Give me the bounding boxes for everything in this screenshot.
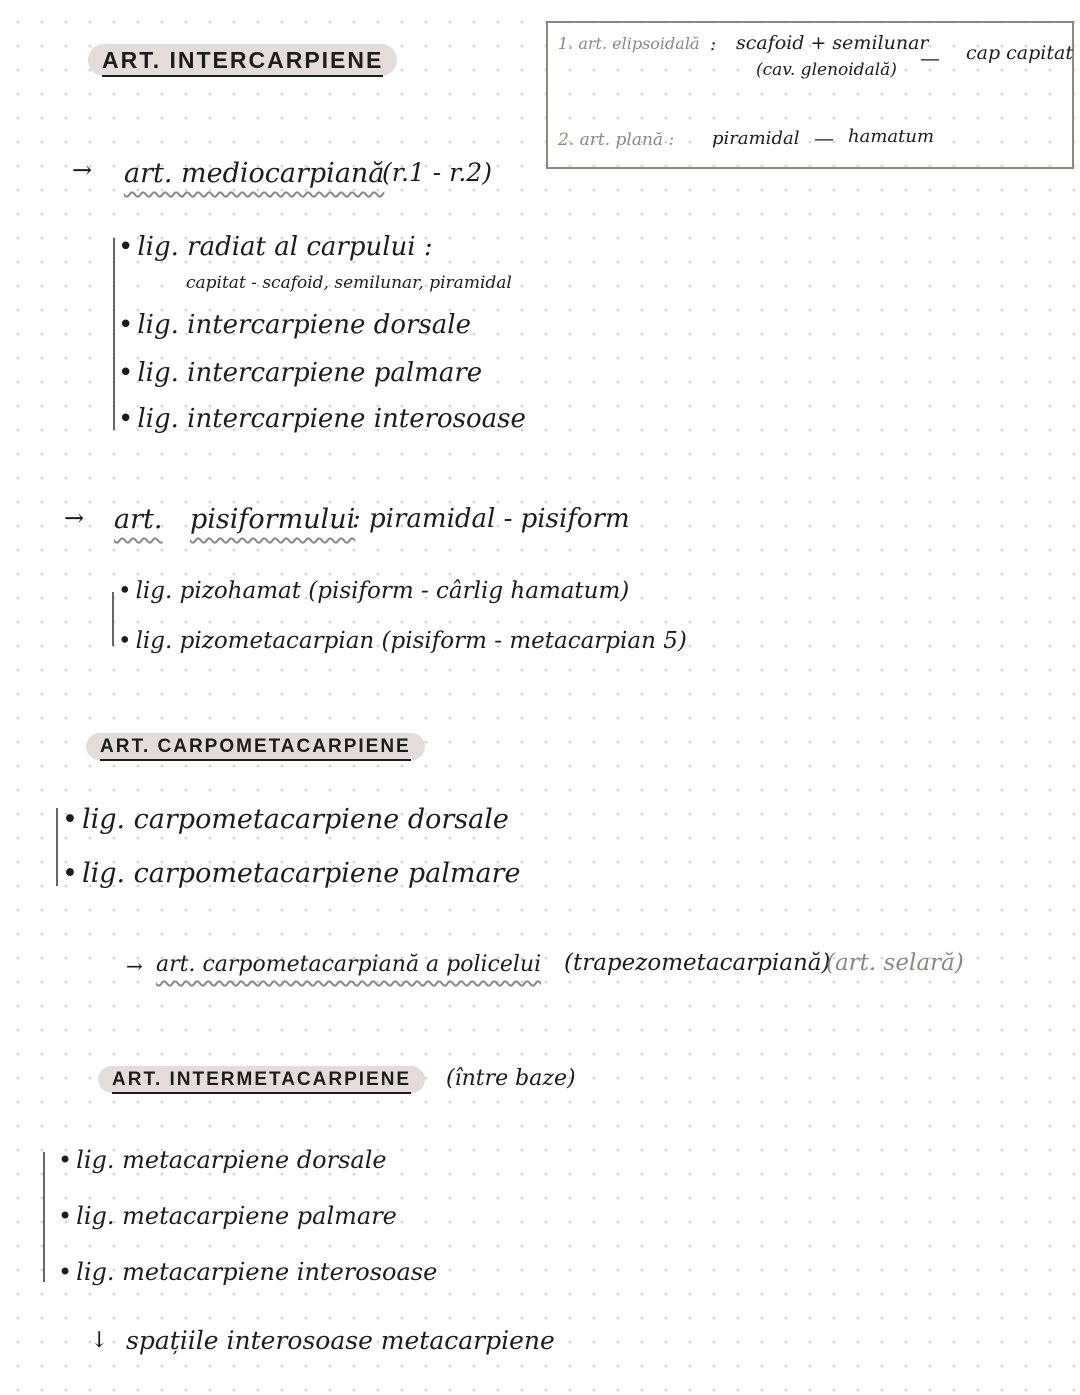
box-line2-bone1: piramidal <box>712 128 800 149</box>
note-trapezometacarpiana: (trapezometacarpiană) <box>564 950 831 976</box>
arrow-mediocarpiana: → <box>72 156 93 184</box>
bracket-carpometacarpiene <box>56 808 58 886</box>
lig-radiat: • lig. radiat al carpului : <box>118 232 433 262</box>
lig-pizometacarpian: • lig. pizometacarpian (pisiform - metacarpian 5) <box>118 628 687 654</box>
box-line1-label: 1. art. elipsoidală <box>558 34 700 53</box>
lig-pizohamat: • lig. pizohamat (pisiform - cârlig hamatum) <box>118 578 629 604</box>
lig-intercarpiene-interosoase: • lig. intercarpiene interosoase <box>118 404 526 434</box>
arrow-policelui: → <box>126 954 143 978</box>
lig-carpometacarpiene-dorsale: • lig. carpometacarpiene dorsale <box>62 804 509 835</box>
box-line2-bone2: hamatum <box>848 126 935 147</box>
note-selara: (art. selară) <box>826 950 964 976</box>
note-intre-baze: (între baze) <box>446 1066 576 1091</box>
box-line1-bones: scafoid + semilunar <box>736 32 929 54</box>
heading-intercarpiene-text: ART. INTERCARPIENE <box>102 47 383 77</box>
bracket-mediocarpiana <box>113 238 115 430</box>
lig-radiat-detail: capitat - scafoid, semilunar, piramidal <box>186 273 512 293</box>
box-line2-label: 2. art. plană : <box>558 130 675 150</box>
bracket-intermetacarpiene <box>43 1152 45 1282</box>
lig-metacarpiene-palmare: • lig. metacarpiene palmare <box>58 1202 397 1230</box>
box-line1-end: cap capitat <box>966 42 1073 64</box>
bracket-pisiformului <box>112 592 114 646</box>
down-arrow: ↓ <box>90 1328 109 1353</box>
note-mediocarpiana: (r.1 - r.2) <box>382 158 492 187</box>
title-mediocarpiana: art. mediocarpiană <box>124 158 385 189</box>
title-pisiformului: pisiformului <box>190 504 356 535</box>
title-policelui: art. carpometacarpiană a policelui <box>156 952 542 977</box>
box-line1-sub: (cav. glenoidală) <box>756 60 897 80</box>
lig-intercarpiene-palmare: • lig. intercarpiene palmare <box>118 358 482 388</box>
arrow-pisiformului: → <box>64 504 85 532</box>
box-line1-colon: : <box>710 34 717 55</box>
lig-carpometacarpiene-palmare: • lig. carpometacarpiene palmare <box>62 858 520 889</box>
heading-carpometacarpiene <box>86 733 425 760</box>
lig-intercarpiene-dorsale: • lig. intercarpiene dorsale <box>118 310 471 340</box>
heading-carpometacarpiene-text: ART. CARPOMETACARPIENE <box>100 736 411 761</box>
title-pisiformului-art: art. <box>114 504 163 535</box>
desc-pisiformului: : piramidal - pisiform <box>352 504 630 534</box>
box-line1-dash: — <box>920 46 940 70</box>
heading-intercarpiene <box>88 44 397 76</box>
heading-intermetacarpiene <box>98 1066 425 1093</box>
heading-intermetacarpiene-text: ART. INTERMETACARPIENE <box>112 1069 411 1094</box>
lig-metacarpiene-dorsale: • lig. metacarpiene dorsale <box>58 1146 387 1174</box>
box-line2-dash: — <box>814 126 834 150</box>
footer-spatiile: spațiile interosoase metacarpiene <box>126 1326 555 1355</box>
lig-metacarpiene-interosoase: • lig. metacarpiene interosoase <box>58 1258 437 1286</box>
